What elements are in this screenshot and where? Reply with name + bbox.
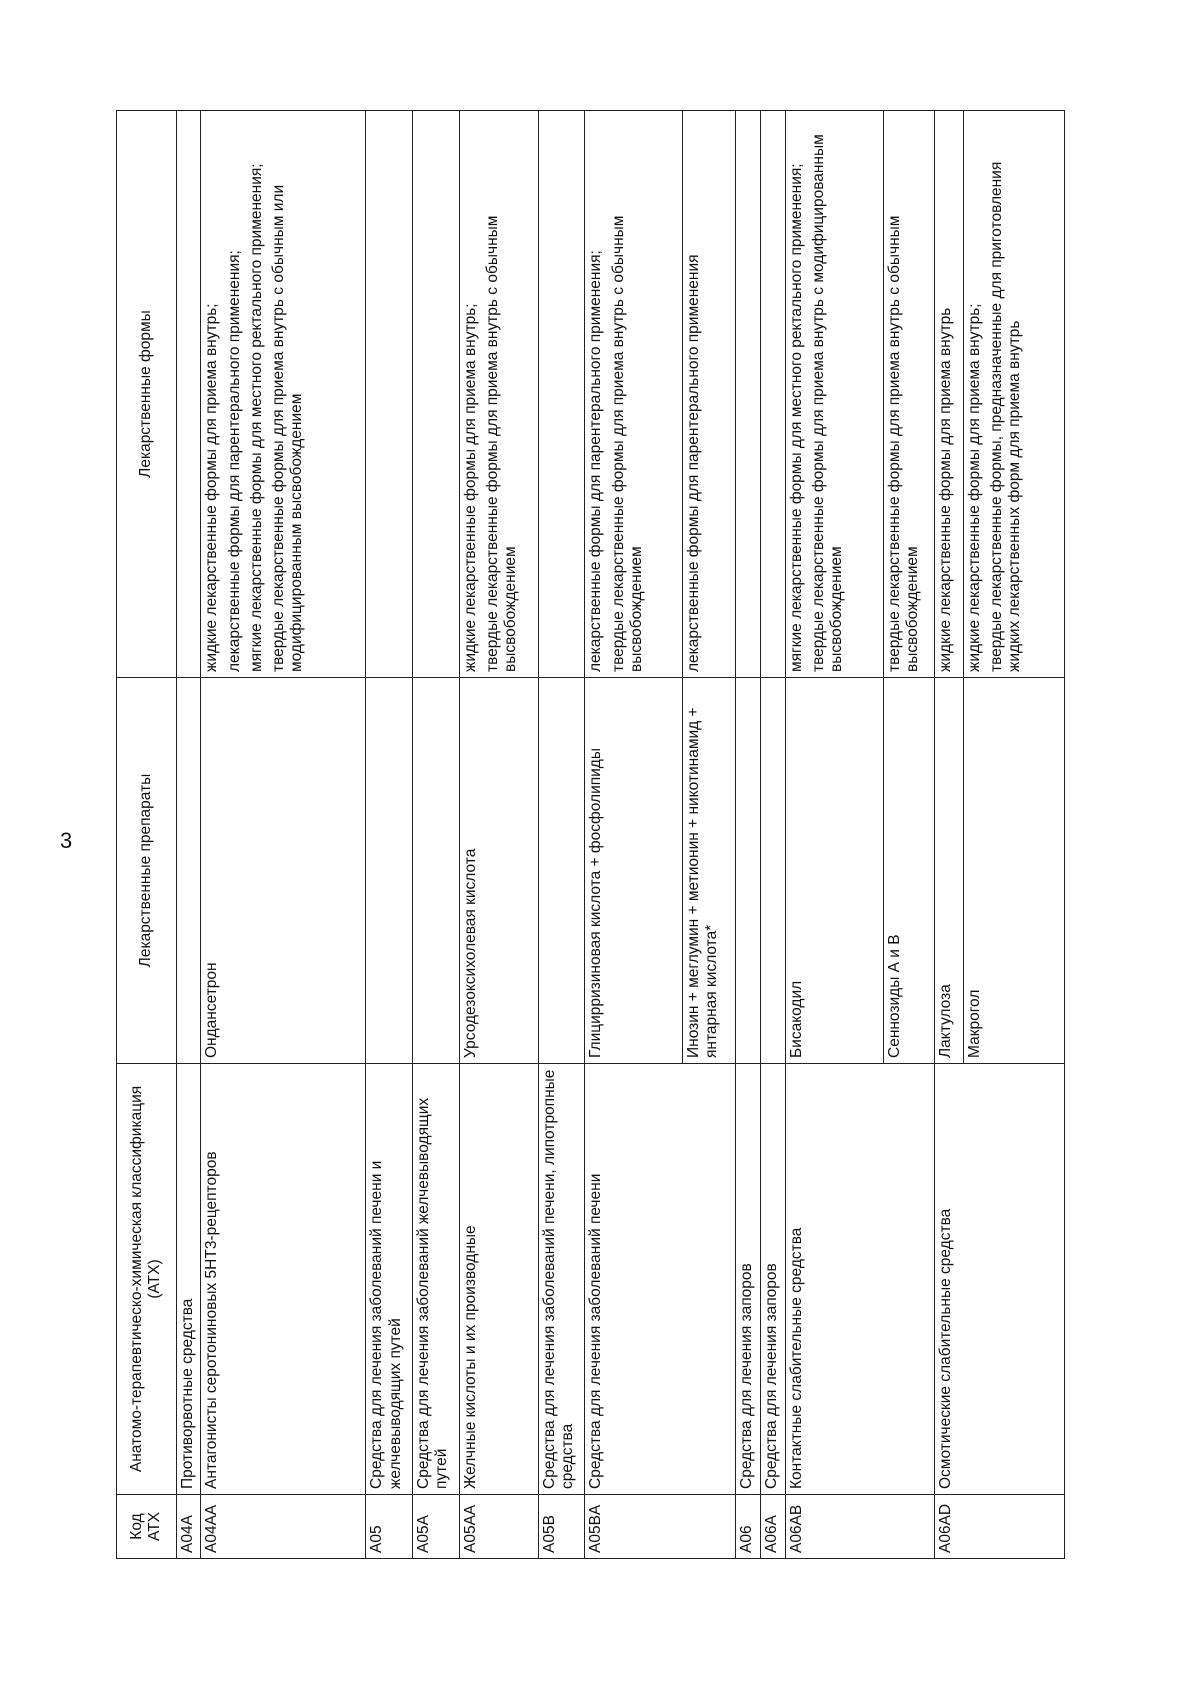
cell-code: A06 [736, 1495, 761, 1559]
cell-code: A06AB [785, 1495, 934, 1559]
form-item: твердые лекарственные формы для приема внутрь с обычным высвобождением [885, 215, 922, 672]
cell-forms [963, 111, 1064, 678]
cell-code: A06AD [934, 1495, 1064, 1559]
header-drugs: Лекарственные препараты [117, 678, 177, 1064]
cell-forms [934, 111, 963, 678]
header-code: Код АТХ [117, 1495, 177, 1559]
cell-drug: Бисакодил [785, 678, 883, 1064]
form-item: жидкие лекарственные формы для приема внутрь; [203, 303, 221, 672]
cell-drug: Инозин + меглумин + метионин + никотинамид + янтарная кислота* [683, 678, 736, 1064]
cell-forms [683, 111, 736, 678]
header-atc: Анатомо-терапевтическо-химическая классификация (АТХ) [117, 1064, 177, 1495]
cell-drug [413, 678, 460, 1064]
cell-drug [736, 678, 761, 1064]
cell-forms [736, 111, 761, 678]
cell-atc: Средства для лечения заболеваний печени, липотропные средства [538, 1064, 585, 1495]
table-row [761, 111, 786, 1559]
table-row [934, 111, 963, 1559]
cell-code: A06A [761, 1495, 786, 1559]
cell-code: A05AA [459, 1495, 538, 1559]
cell-forms [459, 111, 538, 678]
table-row [413, 111, 460, 1559]
form-item: жидкие лекарственные формы для приема внутрь; [461, 303, 479, 672]
form-item: лекарственные формы для парентерального применения; [587, 250, 605, 672]
cell-drug: Урсодезоксихолевая кислота [459, 678, 538, 1064]
cell-forms [761, 111, 786, 678]
form-item: лекарственные формы для парентерального применения [685, 254, 703, 672]
cell-code: A04AA [201, 1495, 366, 1559]
cell-code: A05B [538, 1495, 585, 1559]
cell-drug: Сеннозиды А и В [883, 678, 934, 1064]
form-item: твердые лекарственные формы для приема внутрь с модифицированным высвобождением [810, 134, 846, 672]
cell-forms [785, 111, 883, 678]
form-item: мягкие лекарственные формы для местного ректального применения; [787, 163, 805, 672]
cell-atc: Противорвотные средства [176, 1064, 201, 1495]
form-item: твердые лекарственные формы, предназначенные для приготовления жидких лекарственных форм для приема внутрь [988, 161, 1024, 672]
header-forms: Лекарственные формы [117, 111, 177, 678]
cell-forms [366, 111, 413, 678]
cell-atc: Средства для лечения запоров [761, 1064, 786, 1495]
cell-drug: Ондансетрон [201, 678, 366, 1064]
form-item: жидкие лекарственные формы для приема внутрь [936, 307, 954, 672]
atc-table [116, 110, 1065, 1559]
cell-atc: Средства для лечения заболеваний печени и желчевыводящих путей [366, 1064, 413, 1495]
form-item: твердые лекарственные формы для приема внутрь с обычным высвобождением [484, 215, 520, 672]
form-item: жидкие лекарственные формы для приема внутрь; [965, 303, 983, 672]
cell-drug [366, 678, 413, 1064]
form-item: лекарственные формы для парентерального применения; [225, 250, 243, 672]
cell-forms [176, 111, 201, 678]
cell-drug: Глицирризиновая кислота + фосфолипиды [585, 678, 683, 1064]
table-row [585, 111, 683, 1559]
cell-forms [413, 111, 460, 678]
rotated-table-container [116, 111, 1065, 1559]
cell-atc: Средства для лечения заболеваний печени [585, 1064, 736, 1495]
cell-atc: Средства для лечения запоров [736, 1064, 761, 1495]
cell-forms [538, 111, 585, 678]
cell-code: A05A [413, 1495, 460, 1559]
table-row [538, 111, 585, 1559]
table-row [176, 111, 201, 1559]
page-number: 3 [60, 828, 73, 853]
cell-atc: Средства для лечения заболеваний желчевыводящих путей [413, 1064, 460, 1495]
form-item: твердые лекарственные формы для приема внутрь с обычным или модифицированным высвобождением [270, 184, 306, 672]
cell-forms [585, 111, 683, 678]
table-row [366, 111, 413, 1559]
form-item: мягкие лекарственные формы для местного ректального применения; [247, 163, 265, 672]
table-row [201, 111, 366, 1559]
cell-forms [883, 111, 934, 678]
table-row [459, 111, 538, 1559]
cell-code: A04A [176, 1495, 201, 1559]
cell-code: A05BA [585, 1495, 736, 1559]
cell-drug [761, 678, 786, 1064]
table-header-row [117, 111, 177, 1559]
cell-drug [176, 678, 201, 1064]
table-row [736, 111, 761, 1559]
cell-atc: Контактные слабительные средства [785, 1064, 934, 1495]
cell-atc: Осмотические слабительные средства [934, 1064, 1064, 1495]
cell-forms [201, 111, 366, 678]
cell-drug [538, 678, 585, 1064]
cell-atc: Антагонисты серотониновых 5HT3-рецепторов [201, 1064, 366, 1495]
form-item: твердые лекарственные формы для приема внутрь с обычным высвобождением [609, 215, 645, 672]
table-row [785, 111, 883, 1559]
cell-drug: Макрогол [963, 678, 1064, 1064]
cell-drug: Лактулоза [934, 678, 963, 1064]
cell-code: A05 [366, 1495, 413, 1559]
cell-atc: Желчные кислоты и их производные [459, 1064, 538, 1495]
